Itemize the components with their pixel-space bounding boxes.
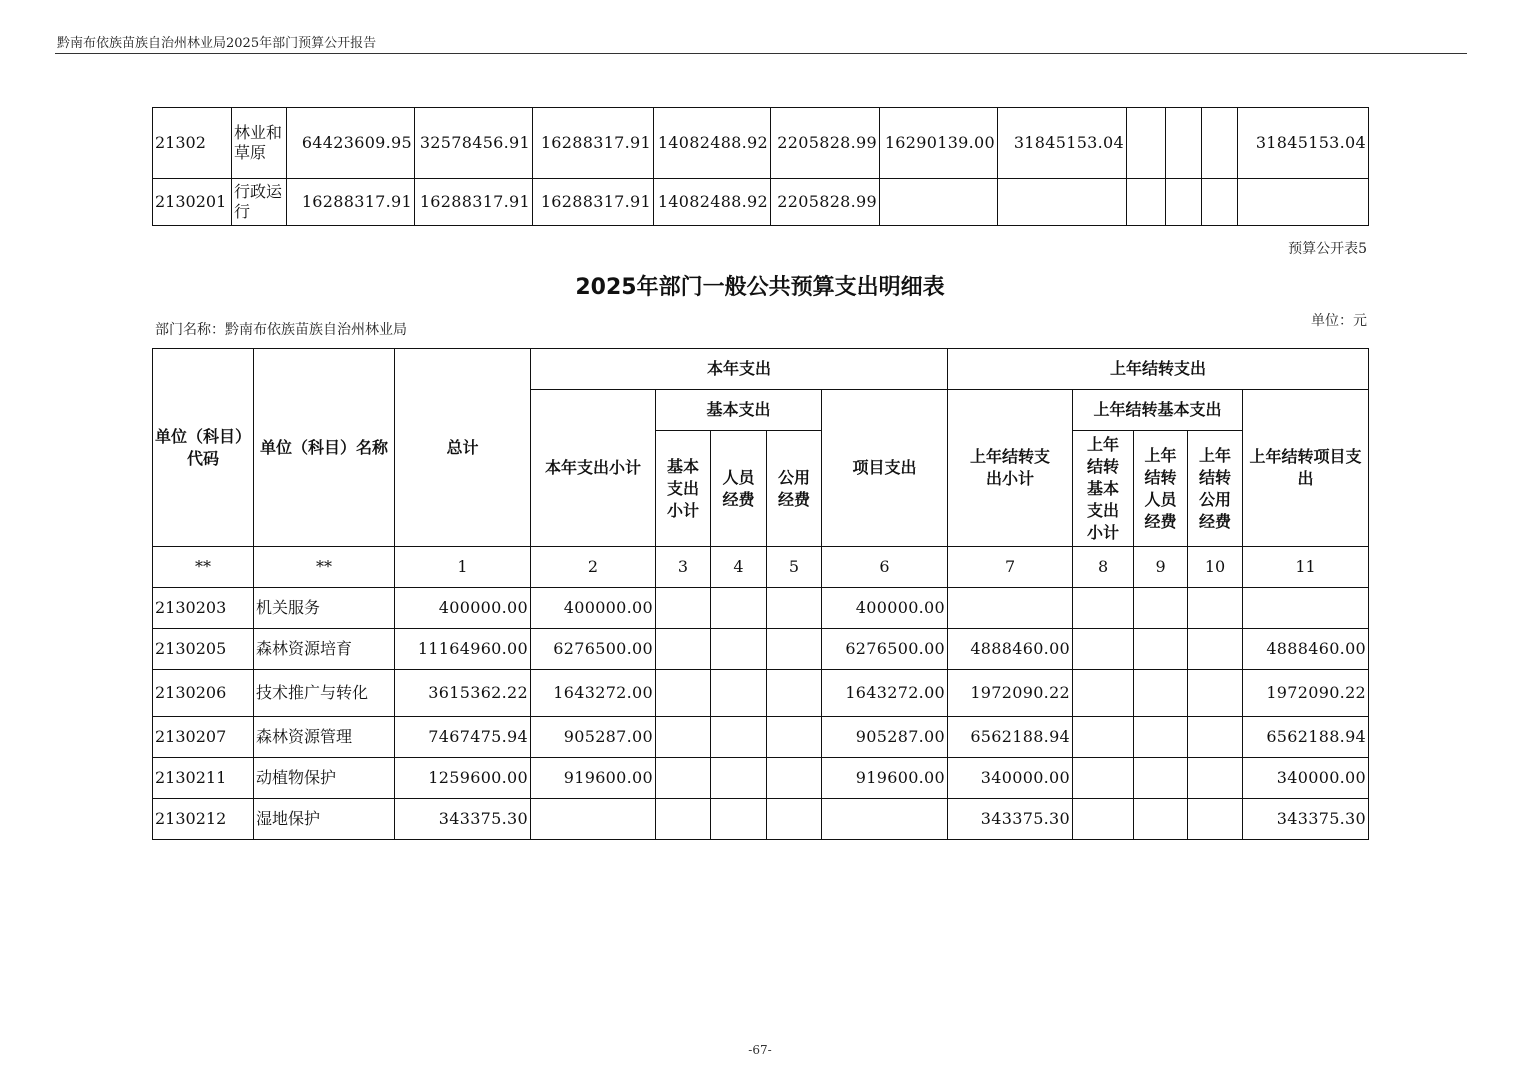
amount-cell xyxy=(711,758,767,799)
unit-label: 单位：元 xyxy=(1311,313,1367,329)
amount-cell: 4888460.00 xyxy=(1243,629,1369,670)
amount-cell xyxy=(1127,179,1166,226)
amount-cell: 16288317.91 xyxy=(415,179,533,226)
amount-cell xyxy=(1166,108,1202,179)
table-row xyxy=(153,108,1369,179)
header-prior-personnel: 上年结转人员经费 xyxy=(1134,431,1188,547)
expenditure-detail-table xyxy=(152,348,1369,840)
subject-code-cell: 2130203 xyxy=(153,588,254,629)
amount-cell: 2205828.99 xyxy=(771,108,880,179)
amount-cell: 11164960.00 xyxy=(395,629,531,670)
amount-cell xyxy=(1188,629,1243,670)
index-cell: 1 xyxy=(395,547,531,588)
amount-cell: 905287.00 xyxy=(531,717,656,758)
header-basic: 基本支出 xyxy=(656,390,822,431)
subject-name-cell: 森林资源培育 xyxy=(254,629,395,670)
table-row xyxy=(153,179,1369,226)
index-cell: 9 xyxy=(1134,547,1188,588)
amount-cell xyxy=(1188,799,1243,840)
amount-cell xyxy=(1134,717,1188,758)
amount-cell xyxy=(531,799,656,840)
amount-cell: 400000.00 xyxy=(395,588,531,629)
amount-cell xyxy=(767,717,822,758)
running-header: 黔南布依族苗族自治州林业局2025年部门预算公开报告 xyxy=(57,36,377,51)
amount-cell xyxy=(1134,588,1188,629)
amount-cell xyxy=(1073,588,1134,629)
amount-cell xyxy=(1073,629,1134,670)
amount-cell xyxy=(656,799,711,840)
amount-cell: 6562188.94 xyxy=(948,717,1073,758)
header-current-year: 本年支出 xyxy=(531,349,948,390)
amount-cell xyxy=(1073,670,1134,717)
amount-cell xyxy=(711,629,767,670)
amount-cell xyxy=(1134,670,1188,717)
amount-cell: 400000.00 xyxy=(531,588,656,629)
amount-cell xyxy=(656,588,711,629)
subject-name-cell: 行政运行 xyxy=(232,179,287,226)
index-cell: 6 xyxy=(822,547,948,588)
amount-cell xyxy=(1134,629,1188,670)
header-prior-project: 上年结转项目支出 xyxy=(1243,390,1369,547)
amount-cell: 4888460.00 xyxy=(948,629,1073,670)
subject-code-cell: 21302 xyxy=(153,108,232,179)
header-name: 单位（科目）名称 xyxy=(254,349,395,547)
index-row xyxy=(153,547,1369,588)
amount-cell xyxy=(1188,670,1243,717)
amount-cell: 2205828.99 xyxy=(771,179,880,226)
amount-cell xyxy=(1202,108,1238,179)
table-row xyxy=(153,799,1369,840)
carryover-table xyxy=(152,107,1369,226)
amount-cell xyxy=(1188,717,1243,758)
amount-cell xyxy=(822,799,948,840)
amount-cell: 400000.00 xyxy=(822,588,948,629)
header-row xyxy=(153,349,1369,390)
amount-cell: 31845153.04 xyxy=(1238,108,1369,179)
amount-cell: 1972090.22 xyxy=(948,670,1073,717)
amount-cell xyxy=(656,758,711,799)
amount-cell: 31845153.04 xyxy=(998,108,1127,179)
header-prior-subtotal: 上年结转支出小计 xyxy=(948,390,1073,547)
header-project: 项目支出 xyxy=(822,390,948,547)
amount-cell xyxy=(1166,179,1202,226)
amount-cell: 6562188.94 xyxy=(1243,717,1369,758)
amount-cell xyxy=(656,629,711,670)
subject-code-cell: 2130207 xyxy=(153,717,254,758)
amount-cell: 6276500.00 xyxy=(531,629,656,670)
amount-cell xyxy=(1243,588,1369,629)
header-basic-subtotal: 基本支出小计 xyxy=(656,431,711,547)
amount-cell: 1643272.00 xyxy=(822,670,948,717)
amount-cell xyxy=(711,670,767,717)
amount-cell xyxy=(711,799,767,840)
amount-cell: 343375.30 xyxy=(948,799,1073,840)
amount-cell xyxy=(948,588,1073,629)
table-number: 预算公开表5 xyxy=(1288,241,1367,257)
amount-cell xyxy=(1188,758,1243,799)
amount-cell xyxy=(767,670,822,717)
header-prior-public: 上年结转公用经费 xyxy=(1188,431,1243,547)
amount-cell: 343375.30 xyxy=(395,799,531,840)
amount-cell: 905287.00 xyxy=(822,717,948,758)
amount-cell xyxy=(711,717,767,758)
amount-cell xyxy=(711,588,767,629)
amount-cell: 1972090.22 xyxy=(1243,670,1369,717)
index-cell: ** xyxy=(153,547,254,588)
index-cell: 5 xyxy=(767,547,822,588)
header-code: 单位（科目）代码 xyxy=(153,349,254,547)
index-cell: 7 xyxy=(948,547,1073,588)
subject-name-cell: 森林资源管理 xyxy=(254,717,395,758)
index-cell: 11 xyxy=(1243,547,1369,588)
amount-cell: 32578456.91 xyxy=(415,108,533,179)
amount-cell xyxy=(998,179,1127,226)
amount-cell: 14082488.92 xyxy=(654,108,771,179)
table-row xyxy=(153,588,1369,629)
amount-cell: 3615362.22 xyxy=(395,670,531,717)
header-personnel: 人员经费 xyxy=(711,431,767,547)
subject-code-cell: 2130211 xyxy=(153,758,254,799)
index-cell: 10 xyxy=(1188,547,1243,588)
subject-name-cell: 湿地保护 xyxy=(254,799,395,840)
amount-cell xyxy=(767,629,822,670)
amount-cell xyxy=(1073,758,1134,799)
header-rule xyxy=(55,53,1467,54)
amount-cell: 919600.00 xyxy=(531,758,656,799)
page-number: -67- xyxy=(748,1043,772,1057)
subject-name-cell: 动植物保护 xyxy=(254,758,395,799)
amount-cell: 16288317.91 xyxy=(533,108,654,179)
index-cell: ** xyxy=(254,547,395,588)
amount-cell: 14082488.92 xyxy=(654,179,771,226)
subject-code-cell: 2130205 xyxy=(153,629,254,670)
amount-cell xyxy=(880,179,998,226)
subject-name-cell: 技术推广与转化 xyxy=(254,670,395,717)
amount-cell xyxy=(656,717,711,758)
subject-code-cell: 2130201 xyxy=(153,179,232,226)
subject-code-cell: 2130212 xyxy=(153,799,254,840)
table-row xyxy=(153,629,1369,670)
amount-cell xyxy=(1188,588,1243,629)
amount-cell xyxy=(1238,179,1369,226)
amount-cell: 919600.00 xyxy=(822,758,948,799)
table-row xyxy=(153,758,1369,799)
amount-cell: 6276500.00 xyxy=(822,629,948,670)
header-prior-year: 上年结转支出 xyxy=(948,349,1369,390)
table-row xyxy=(153,717,1369,758)
index-cell: 2 xyxy=(531,547,656,588)
page-title: 2025年部门一般公共预算支出明细表 xyxy=(575,275,945,300)
amount-cell: 340000.00 xyxy=(1243,758,1369,799)
amount-cell xyxy=(1134,758,1188,799)
subject-code-cell: 2130206 xyxy=(153,670,254,717)
header-current-subtotal: 本年支出小计 xyxy=(531,390,656,547)
amount-cell: 1643272.00 xyxy=(531,670,656,717)
amount-cell xyxy=(1134,799,1188,840)
index-cell: 3 xyxy=(656,547,711,588)
subject-name-cell: 林业和草原 xyxy=(232,108,287,179)
amount-cell xyxy=(767,588,822,629)
amount-cell xyxy=(767,758,822,799)
amount-cell xyxy=(767,799,822,840)
amount-cell xyxy=(1073,799,1134,840)
amount-cell: 7467475.94 xyxy=(395,717,531,758)
header-public: 公用经费 xyxy=(767,431,822,547)
amount-cell: 340000.00 xyxy=(948,758,1073,799)
subject-name-cell: 机关服务 xyxy=(254,588,395,629)
amount-cell: 1259600.00 xyxy=(395,758,531,799)
header-prior-basic: 上年结转基本支出 xyxy=(1073,390,1243,431)
header-total: 总计 xyxy=(395,349,531,547)
amount-cell: 16288317.91 xyxy=(287,179,415,226)
amount-cell: 16290139.00 xyxy=(880,108,998,179)
department-name: 部门名称：黔南布依族苗族自治州林业局 xyxy=(155,322,407,338)
amount-cell: 343375.30 xyxy=(1243,799,1369,840)
header-prior-basic-subtotal: 上年结转基本支出小计 xyxy=(1073,431,1134,547)
amount-cell: 16288317.91 xyxy=(533,179,654,226)
table-row xyxy=(153,670,1369,717)
index-cell: 4 xyxy=(711,547,767,588)
amount-cell xyxy=(1127,108,1166,179)
amount-cell xyxy=(656,670,711,717)
amount-cell xyxy=(1202,179,1238,226)
index-cell: 8 xyxy=(1073,547,1134,588)
amount-cell: 64423609.95 xyxy=(287,108,415,179)
amount-cell xyxy=(1073,717,1134,758)
